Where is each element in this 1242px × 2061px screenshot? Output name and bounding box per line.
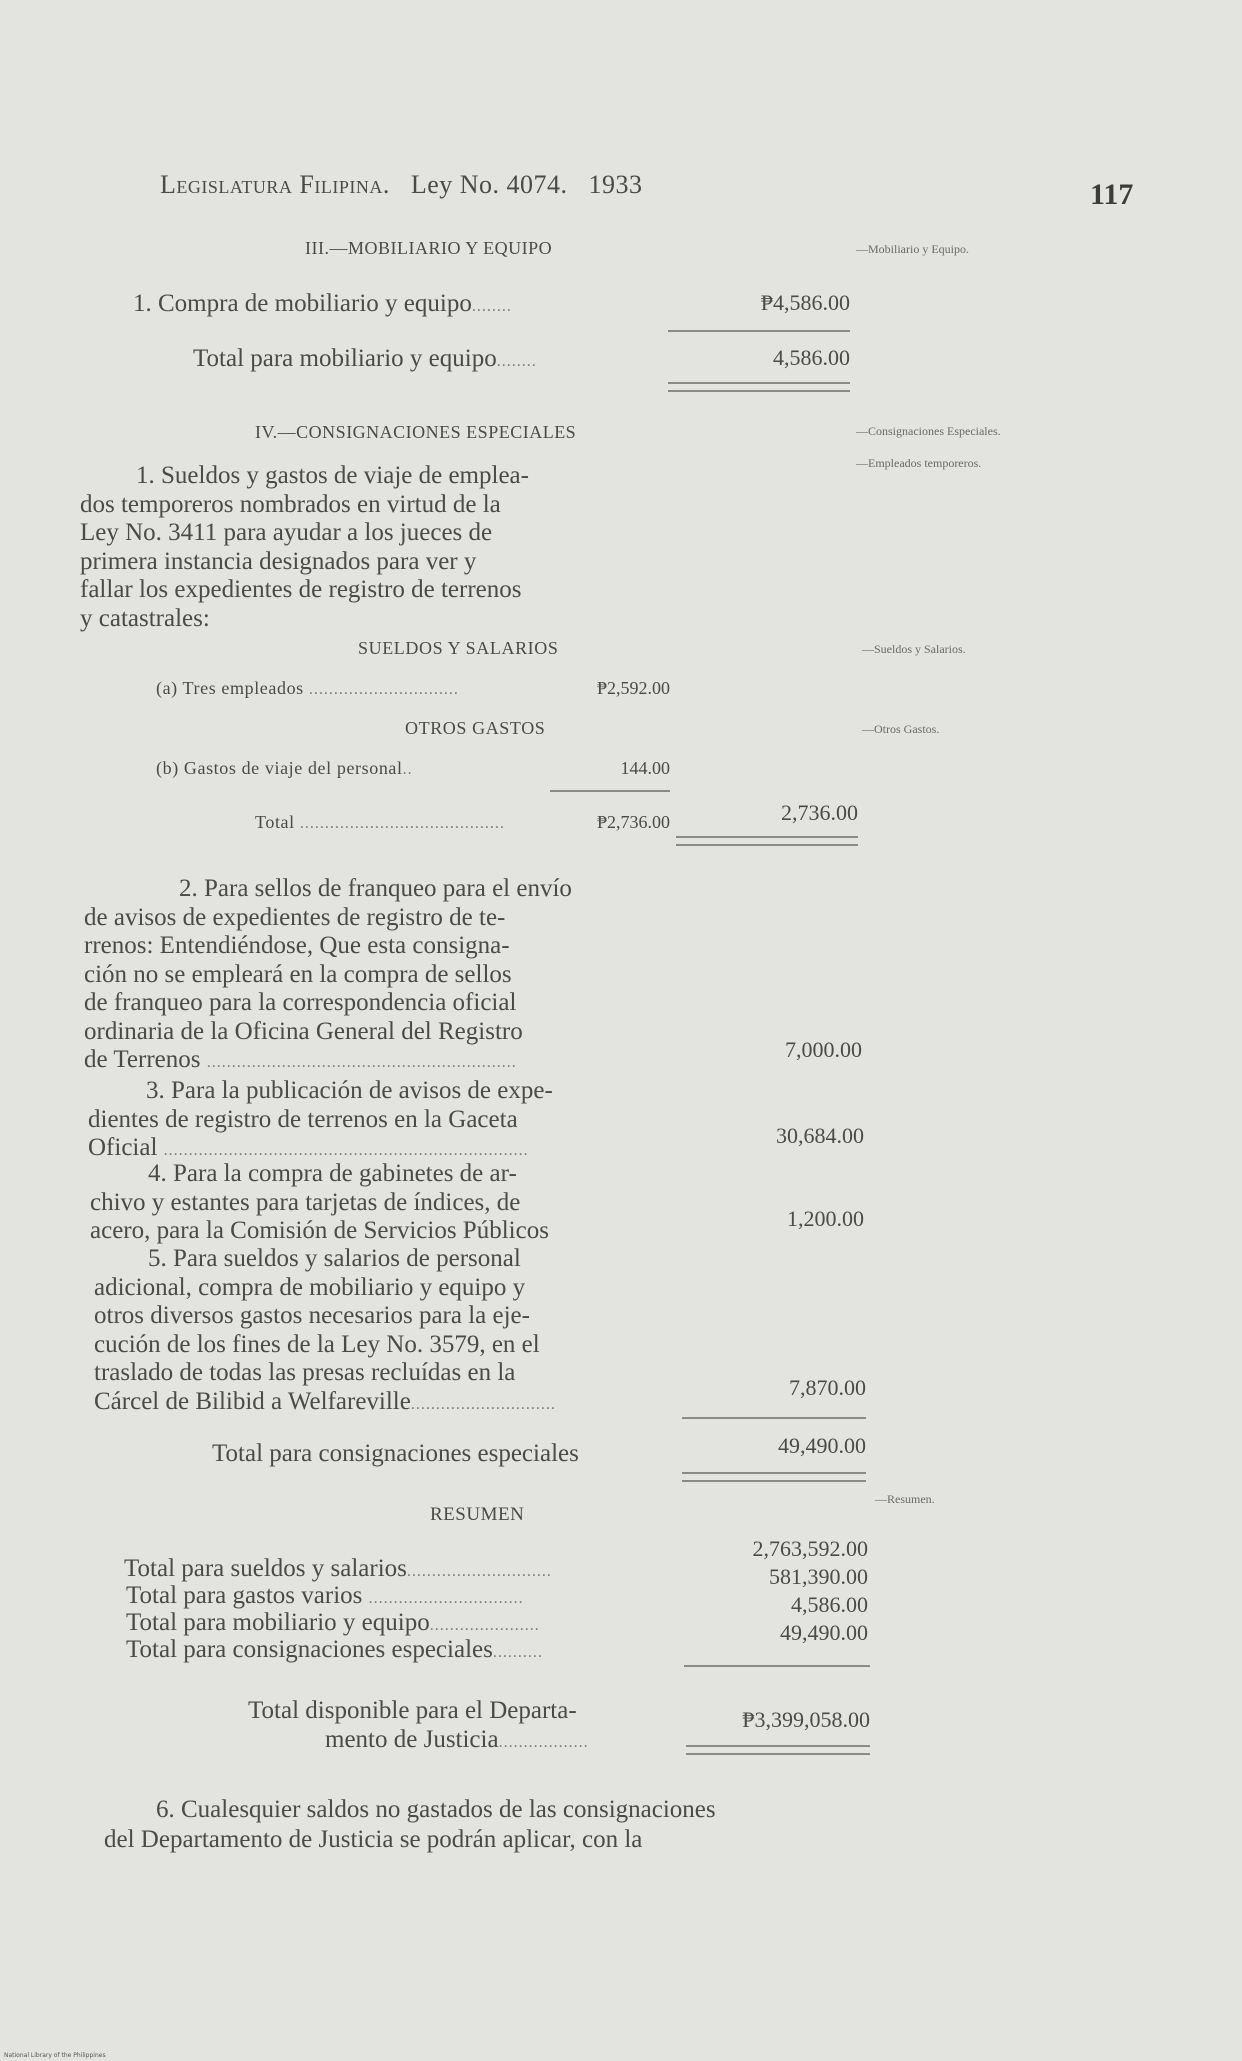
total-label: Total para consignaciones especiales — [212, 1440, 579, 1467]
text-line: rrenos: Entendiéndose, Que esta consigna- — [84, 932, 510, 959]
item-b-amount: 144.00 — [620, 758, 670, 778]
section-3-item-1-amount: ₱4,586.00 — [760, 290, 850, 315]
margin-note-otros: —Otros Gastos. — [862, 722, 940, 736]
text-line: primera instancia designados para ver y — [80, 547, 477, 575]
section-3-total-amount: 4,586.00 — [773, 345, 850, 370]
total-label: Total para mobiliario y equipo — [193, 345, 497, 372]
resumen-label: Total para mobiliario y equipo — [126, 1609, 430, 1636]
section-4-item-5-amount: 7,870.00 — [789, 1375, 866, 1400]
text-line: acero, para la Comisión de Servicios Públicos — [90, 1217, 549, 1244]
resumen-amount-2: 581,390.00 — [769, 1564, 868, 1589]
text-line: dientes de registro de terrenos en la Gaceta — [88, 1105, 518, 1133]
text-line: 4. Para la compra de gabinetes de ar- — [148, 1160, 517, 1187]
item-b-label: (b) Gastos de viaje del personal — [156, 758, 403, 778]
text-line: ción no se empleará en la compra de sellos — [84, 960, 512, 988]
section-4-item-4-text — [90, 1160, 680, 1246]
resumen-row-2: Total para gastos varios ............................... — [126, 1582, 524, 1609]
margin-note-resumen: —Resumen. — [875, 1492, 935, 1506]
section-4-total — [212, 1440, 579, 1468]
section-4-item-5-text: 5. Para sueldos y salarios de personal adicional, compra de mobiliario y equipo y otros diversos gastos necesarios para la eje- cución de los fines de la Ley No. 3579, en el traslado de todas las presas recluídas en la Cárcel de Bilibid a Welfareville............................. — [94, 1245, 684, 1419]
double-rule — [686, 1745, 870, 1755]
text-line: ordinaria de la Oficina General del Registro — [84, 1017, 523, 1045]
subtotal-label: Total — [255, 812, 295, 832]
rule — [682, 1417, 866, 1419]
subtotal-amount: ₱2,736.00 — [596, 812, 670, 832]
section-4-item-1-amount: 2,736.00 — [781, 800, 858, 825]
otros-gastos-heading: OTROS GASTOS — [405, 718, 546, 738]
section-4-item-1-text — [80, 462, 670, 633]
resumen-label: Total para gastos varios — [126, 1582, 363, 1609]
running-head-year: 1933 — [588, 170, 643, 199]
resumen-amount-3: 4,586.00 — [791, 1592, 868, 1617]
grand-total-label-text: mento de Justicia — [325, 1726, 499, 1753]
text-line: de avisos de expedientes de registro de te- — [84, 903, 506, 931]
text-line: 3. Para la publicación de avisos de expe- — [146, 1077, 553, 1104]
text-line: de franqueo para la correspondencia oficial — [84, 989, 517, 1016]
text-line: y catastrales: — [80, 604, 210, 632]
resumen-title: RESUMEN — [430, 1504, 525, 1525]
item-a-label: (a) Tres empleados — [156, 678, 304, 698]
running-head-law: Ley No. 4074. — [410, 170, 568, 199]
text-line: Cárcel de Bilibid a Welfareville — [94, 1387, 411, 1415]
rule — [684, 1665, 870, 1667]
text-line: otros diversos gastos necesarios para la eje- — [94, 1302, 530, 1329]
section-4-item-3-text: 3. Para la publicación de avisos de expe- dientes de registro de terrenos en la Gaceta Oficial ......................................................................... — [88, 1077, 678, 1166]
text-line: 1. Sueldos y gastos de viaje de emplea- — [136, 462, 529, 489]
item-label: 1. Compra de mobiliario y equipo — [133, 290, 472, 317]
rule — [550, 790, 670, 792]
resumen-label: Total para sueldos y salarios — [124, 1555, 407, 1582]
section-4-total-amount: 49,490.00 — [778, 1433, 866, 1458]
running-head — [160, 170, 643, 200]
text-line: dos temporeros nombrados en virtud de la — [80, 490, 501, 518]
text-line: cución de los fines de la Ley No. 3579, en el — [94, 1330, 540, 1358]
item-a: (a) Tres empleados .............................. — [156, 678, 459, 698]
resumen-row-1: Total para sueldos y salarios............................. — [124, 1555, 552, 1582]
grand-total-label-2: mento de Justicia.................. — [325, 1726, 589, 1753]
resumen-amount-4: 49,490.00 — [780, 1620, 868, 1645]
double-rule — [676, 836, 858, 846]
margin-note-mobiliario: —Mobiliario y Equipo. — [856, 242, 969, 256]
resumen-amount-1: 2,763,592.00 — [752, 1536, 868, 1561]
text-line: Ley No. 3411 para ayudar a los jueces de — [80, 519, 493, 546]
subtotal: Total ......................................... — [255, 812, 505, 832]
margin-note-sueldos: —Sueldos y Salarios. — [862, 642, 966, 656]
margin-note-consignaciones: —Consignaciones Especiales. — [856, 424, 1001, 438]
text-line: chivo y estantes para tarjetas de índices, de — [90, 1188, 521, 1216]
footer-credit: National Library of the Philippines — [4, 2052, 106, 2059]
resumen-row-3: Total para mobiliario y equipo...................... — [126, 1609, 540, 1636]
closing-line-1: 6. Cualesquier saldos no gastados de las consignaciones — [156, 1796, 716, 1823]
section-3-total: Total para mobiliario y equipo........ — [193, 345, 537, 372]
text-line: Oficial — [88, 1134, 158, 1161]
item-b: (b) Gastos de viaje del personal.. — [156, 758, 413, 778]
grand-total-amount: ₱3,399,058.00 — [742, 1707, 870, 1732]
closing-line-2: del Departamento de Justicia se podrán aplicar, con la — [104, 1826, 643, 1853]
text-line: de Terrenos — [84, 1046, 201, 1073]
text-line: fallar los expedientes de registro de terrenos — [80, 576, 522, 603]
running-head-title: Legislatura Filipina. — [160, 170, 390, 199]
sueldos-heading: SUELDOS Y SALARIOS — [358, 638, 559, 658]
text-line: 2. Para sellos de franqueo para el envío — [179, 875, 572, 902]
section-3-item-1: 1. Compra de mobiliario y equipo........ — [133, 290, 512, 317]
section-4-item-3-amount: 30,684.00 — [776, 1123, 864, 1148]
resumen-row-4: Total para consignaciones especiales.......... — [126, 1636, 543, 1663]
section-3-title: III.—MOBILIARIO Y EQUIPO — [305, 238, 553, 258]
rule — [668, 330, 850, 332]
section-4-item-2-text: 2. Para sellos de franqueo para el envío de avisos de expedientes de registro de te- rrenos: Entendiéndose, Que esta consigna- ción no se empleará en la compra de sellos de franqueo para la correspondencia oficial ordinaria de la Oficina General del Registro de Terrenos .............................................................. — [84, 875, 674, 1078]
grand-total-label-1: Total disponible para el Departa- — [248, 1697, 577, 1724]
double-rule — [668, 382, 850, 392]
text-line: traslado de todas las presas recluídas en la — [94, 1359, 516, 1386]
margin-note-empleados: —Empleados temporeros. — [856, 456, 982, 470]
section-4-item-4-amount: 1,200.00 — [787, 1206, 864, 1231]
section-4-item-2-amount: 7,000.00 — [785, 1037, 862, 1062]
section-4-title: IV.—CONSIGNACIONES ESPECIALES — [255, 422, 577, 442]
text-line: 5. Para sueldos y salarios de personal — [148, 1245, 521, 1272]
text-line: adicional, compra de mobiliario y equipo y — [94, 1273, 526, 1301]
item-a-amount: ₱2,592.00 — [596, 678, 670, 698]
resumen-label: Total para consignaciones especiales — [126, 1636, 493, 1663]
page-number: 117 — [1090, 178, 1134, 211]
double-rule — [682, 1472, 866, 1482]
